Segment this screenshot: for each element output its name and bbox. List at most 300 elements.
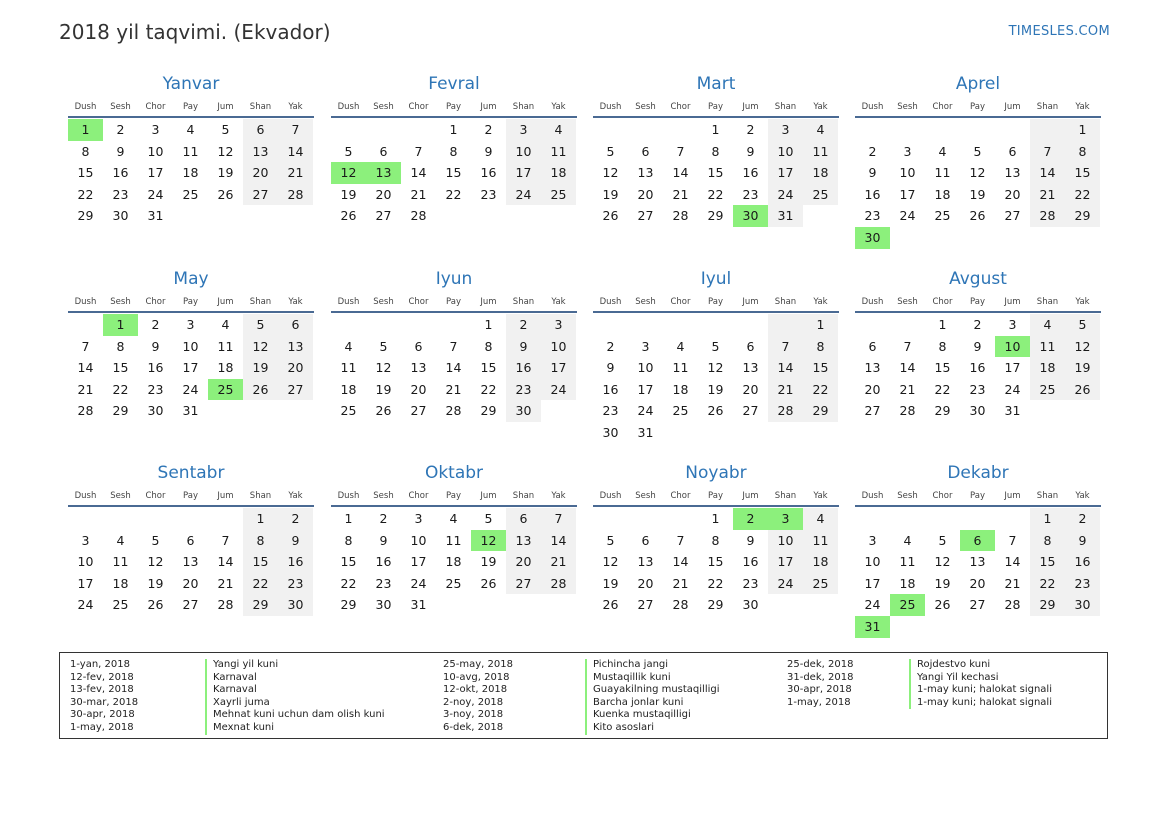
month-oktabr: [331, 459, 577, 616]
day-cell: 16: [864, 186, 881, 202]
day-cell: 11: [112, 554, 129, 570]
day-cell: 23: [506, 379, 541, 401]
legend-date: 30-apr, 2018: [70, 709, 135, 721]
empty-cell: [1030, 119, 1065, 141]
day-cell: 7: [221, 532, 230, 548]
weekday-label: Pay: [970, 491, 985, 501]
day-cell: 31: [768, 205, 803, 227]
month-fevral: [331, 70, 577, 227]
day-cell: 11: [217, 338, 234, 354]
legend-date: 25-may, 2018: [443, 659, 513, 670]
empty-cell: [698, 422, 733, 444]
empty-cell: [628, 314, 663, 336]
day-cell: 15: [803, 357, 838, 379]
empty-cell: [243, 205, 278, 227]
weekday-label: Chor: [670, 491, 691, 501]
weekday-label: Sesh: [110, 297, 131, 307]
day-cell: 4: [541, 119, 576, 141]
empty-cell: [890, 119, 925, 141]
day-cell: 31: [147, 208, 164, 224]
day-cell: 19: [602, 186, 619, 202]
day-cell: 30: [742, 597, 759, 613]
day-cell: 1: [484, 317, 493, 332]
day-cell: 8: [711, 532, 720, 548]
weekday-label: Dush: [599, 491, 622, 501]
day-cell: 23: [375, 575, 392, 591]
day-cell: 18: [541, 162, 576, 184]
weekday-header: [855, 98, 1101, 118]
legend-names-column: [909, 659, 1052, 709]
empty-cell: [401, 314, 436, 336]
weekday-label: Dush: [74, 491, 97, 501]
day-cell: 12: [707, 360, 724, 376]
day-cell: 7: [903, 338, 912, 354]
day-cell: 14: [77, 360, 94, 376]
day-cell: 10: [506, 141, 541, 163]
day-cell: 11: [541, 141, 576, 163]
empty-cell: [698, 314, 733, 336]
day-cell: 4: [903, 532, 912, 548]
legend-holiday-name: Karnaval: [205, 672, 385, 685]
day-cell: 29: [112, 403, 129, 419]
day-cell: 1: [711, 511, 720, 526]
empty-cell: [173, 508, 208, 530]
day-cell: 7: [1008, 532, 1017, 548]
day-cell: 28: [217, 597, 234, 613]
weekday-label: Jum: [1004, 297, 1021, 307]
day-cell: 2: [484, 122, 493, 137]
weekday-label: Pay: [970, 102, 985, 112]
day-cell: 2: [151, 317, 160, 332]
day-cell: 16: [375, 554, 392, 570]
day-cell: 24: [899, 208, 916, 224]
day-cell: 26: [147, 597, 164, 613]
weekday-label: Sesh: [897, 297, 918, 307]
empty-cell: [768, 314, 803, 336]
day-cell: 12: [602, 554, 619, 570]
day-cell: 10: [410, 532, 427, 548]
weekday-label: Pay: [446, 102, 461, 112]
day-cell: 27: [742, 403, 759, 419]
day-cell: 10: [864, 554, 881, 570]
day-cell: 2: [606, 338, 615, 354]
weekday-label: Sesh: [110, 491, 131, 501]
day-cell: 24: [1004, 381, 1021, 397]
day-cell: 6: [414, 338, 423, 354]
weekday-label: Sesh: [373, 491, 394, 501]
empty-cell: [663, 422, 698, 444]
day-cell: 11: [182, 143, 199, 159]
month-mart: [593, 70, 839, 227]
legend-date: 12-fev, 2018: [70, 671, 134, 683]
day-cell: 17: [182, 360, 199, 376]
day-cell: 28: [445, 403, 462, 419]
empty-cell: [1030, 616, 1065, 638]
day-cell: 15: [340, 554, 357, 570]
weekday-label: Dush: [599, 102, 622, 112]
day-cell: 21: [768, 379, 803, 401]
day-cell: 16: [742, 165, 759, 181]
empty-cell: [803, 422, 838, 444]
day-cell: 6: [641, 532, 650, 548]
day-cell: 10: [182, 338, 199, 354]
legend-date: 25-dek, 2018: [787, 659, 854, 670]
day-cell: 19: [375, 381, 392, 397]
day-cell: 12: [934, 554, 951, 570]
day-cell: 7: [414, 143, 423, 159]
day-cell: 18: [217, 360, 234, 376]
weekday-label: Jum: [480, 102, 497, 112]
day-cell: 23: [864, 208, 881, 224]
day-cell: 20: [182, 575, 199, 591]
weekday-label: Shan: [774, 297, 797, 307]
day-cell: 22: [803, 379, 838, 401]
day-cell: 8: [1065, 141, 1100, 163]
empty-cell: [471, 205, 506, 227]
day-cell: 24: [768, 573, 803, 595]
day-cell: 20: [864, 381, 881, 397]
brand-link[interactable]: TIMESLES.COM: [1008, 24, 1110, 39]
day-cell: 25: [340, 403, 357, 419]
day-cell: 4: [676, 338, 685, 354]
legend-holiday-name: Barcha jonlar kuni: [585, 697, 720, 710]
day-cell: 21: [672, 575, 689, 591]
weekday-label: Dush: [861, 491, 884, 501]
day-cell: 29: [340, 597, 357, 613]
day-cell: 17: [768, 162, 803, 184]
day-cell: 6: [278, 314, 313, 336]
empty-cell: [995, 508, 1030, 530]
day-cell: 27: [506, 573, 541, 595]
empty-cell: [663, 508, 698, 530]
days-grid: [68, 314, 314, 422]
empty-cell: [331, 119, 366, 141]
day-cell: 21: [541, 551, 576, 573]
day-cell: 5: [344, 143, 353, 159]
day-cell: 30: [855, 227, 890, 249]
weekday-label: Pay: [446, 491, 461, 501]
day-cell: 5: [243, 314, 278, 336]
day-cell: 5: [973, 143, 982, 159]
month-sentabr: [68, 459, 314, 616]
empty-cell: [925, 227, 960, 249]
month-name: May: [173, 269, 209, 289]
day-cell: 23: [480, 186, 497, 202]
weekday-label: Dush: [337, 102, 360, 112]
day-cell: 26: [969, 208, 986, 224]
day-cell: 4: [1030, 314, 1065, 336]
day-cell: 26: [375, 403, 392, 419]
day-cell: 26: [1065, 379, 1100, 401]
day-cell: 13: [864, 360, 881, 376]
weekday-label: Chor: [932, 102, 953, 112]
day-cell: 7: [449, 338, 458, 354]
legend-date: 12-okt, 2018: [443, 684, 508, 696]
day-cell: 23: [1065, 573, 1100, 595]
weekday-label: Yak: [1075, 297, 1090, 307]
weekday-header: [68, 98, 314, 118]
day-cell: 9: [746, 532, 755, 548]
legend-date: 6-dek, 2018: [443, 721, 504, 733]
day-cell: 12: [969, 165, 986, 181]
day-cell: 8: [484, 338, 493, 354]
day-cell: 26: [707, 403, 724, 419]
weekday-label: Yak: [813, 491, 828, 501]
day-cell: 20: [637, 575, 654, 591]
day-cell: 12: [243, 336, 278, 358]
day-cell: 17: [147, 165, 164, 181]
day-cell: 10: [768, 141, 803, 163]
weekday-label: Pay: [708, 491, 723, 501]
legend-holiday-name: Guayakilning mustaqilligi: [585, 684, 720, 697]
day-cell: 29: [243, 594, 278, 616]
empty-cell: [401, 119, 436, 141]
day-cell: 28: [410, 208, 427, 224]
day-cell: 24: [768, 184, 803, 206]
weekday-label: Jum: [217, 102, 234, 112]
days-grid: [593, 508, 839, 616]
empty-cell: [593, 314, 628, 336]
day-cell: 19: [217, 165, 234, 181]
weekday-header: [593, 293, 839, 313]
legend-dates-column: [787, 659, 853, 709]
legend-dates-column: [70, 659, 138, 735]
day-cell: 28: [672, 597, 689, 613]
legend-names-column: [585, 659, 720, 735]
day-cell: 27: [637, 208, 654, 224]
empty-cell: [855, 508, 890, 530]
day-cell: 18: [803, 162, 838, 184]
empty-cell: [208, 400, 243, 422]
day-cell: 20: [742, 381, 759, 397]
weekday-label: Shan: [512, 297, 535, 307]
day-cell: 20: [506, 551, 541, 573]
day-cell: 5: [379, 338, 388, 354]
day-cell: 22: [707, 186, 724, 202]
empty-cell: [855, 314, 890, 336]
weekday-label: Sesh: [635, 491, 656, 501]
day-cell: 2: [868, 143, 877, 159]
legend-date: 1-may, 2018: [70, 721, 134, 733]
day-cell: 28: [899, 403, 916, 419]
day-cell: 7: [676, 143, 685, 159]
day-cell: 22: [480, 381, 497, 397]
legend-holiday-name: 1-may kuni; halokat signali: [909, 684, 1052, 697]
day-cell: 21: [278, 162, 313, 184]
day-cell: 31: [1004, 403, 1021, 419]
day-cell: 3: [81, 532, 90, 548]
day-cell: 17: [637, 381, 654, 397]
day-cell: 21: [672, 186, 689, 202]
weekday-label: Dush: [74, 102, 97, 112]
weekday-label: Yak: [551, 102, 566, 112]
weekday-header: [855, 487, 1101, 507]
weekday-header: [331, 487, 577, 507]
weekday-label: Pay: [446, 297, 461, 307]
day-cell: 22: [445, 186, 462, 202]
empty-cell: [278, 205, 313, 227]
day-cell: 21: [410, 186, 427, 202]
day-cell: 4: [116, 532, 125, 548]
day-cell: 1: [103, 314, 138, 336]
month-name: Noyabr: [685, 463, 747, 483]
weekday-label: Chor: [932, 491, 953, 501]
day-cell: 5: [1065, 314, 1100, 336]
month-name: Fevral: [428, 74, 480, 94]
day-cell: 24: [637, 403, 654, 419]
day-cell: 13: [1004, 165, 1021, 181]
day-cell: 1: [68, 119, 103, 141]
empty-cell: [925, 508, 960, 530]
weekday-label: Jum: [480, 491, 497, 501]
day-cell: 5: [938, 532, 947, 548]
day-cell: 23: [742, 186, 759, 202]
day-cell: 31: [637, 424, 654, 440]
day-cell: 29: [803, 400, 838, 422]
weekday-label: Sesh: [635, 297, 656, 307]
day-cell: 24: [182, 381, 199, 397]
weekday-label: Jum: [217, 491, 234, 501]
empty-cell: [960, 227, 995, 249]
day-cell: 3: [414, 511, 423, 526]
month-name: Iyul: [700, 269, 732, 289]
weekday-label: Chor: [670, 297, 691, 307]
day-cell: 13: [410, 360, 427, 376]
day-cell: 1: [1030, 508, 1065, 530]
weekday-label: Shan: [1036, 102, 1059, 112]
day-cell: 24: [410, 575, 427, 591]
day-cell: 2: [116, 122, 125, 137]
weekday-label: Dush: [337, 297, 360, 307]
day-cell: 15: [934, 360, 951, 376]
day-cell: 18: [672, 381, 689, 397]
weekday-label: Pay: [183, 297, 198, 307]
day-cell: 5: [711, 338, 720, 354]
empty-cell: [628, 119, 663, 141]
day-cell: 17: [864, 575, 881, 591]
day-cell: 30: [1065, 594, 1100, 616]
day-cell: 12: [471, 530, 506, 552]
day-cell: 28: [1004, 597, 1021, 613]
day-cell: 8: [711, 143, 720, 159]
day-cell: 2: [733, 508, 768, 530]
legend-holiday-name: Pichincha jangi: [585, 659, 720, 672]
day-cell: 12: [147, 554, 164, 570]
day-cell: 1: [803, 314, 838, 336]
empty-cell: [1065, 227, 1100, 249]
day-cell: 16: [969, 360, 986, 376]
empty-cell: [366, 119, 401, 141]
day-cell: 22: [340, 575, 357, 591]
day-cell: 3: [1008, 317, 1017, 332]
day-cell: 10: [899, 165, 916, 181]
legend-holiday-name: Xayrli juma: [205, 697, 385, 710]
day-cell: 18: [112, 575, 129, 591]
weekday-label: Shan: [774, 102, 797, 112]
day-cell: 6: [243, 119, 278, 141]
day-cell: 4: [344, 338, 353, 354]
day-cell: 7: [1030, 141, 1065, 163]
legend-dates-column: [443, 659, 513, 735]
day-cell: 20: [1004, 186, 1021, 202]
day-cell: 31: [410, 597, 427, 613]
day-cell: 29: [480, 403, 497, 419]
empty-cell: [541, 205, 576, 227]
day-cell: 28: [1030, 205, 1065, 227]
month-name: Aprel: [955, 74, 1001, 94]
day-cell: 3: [768, 508, 803, 530]
legend-date: 2-noy, 2018: [443, 696, 504, 708]
weekday-label: Chor: [408, 491, 429, 501]
day-cell: 25: [208, 379, 243, 401]
day-cell: 21: [1004, 575, 1021, 591]
weekday-label: Jum: [1004, 102, 1021, 112]
weekday-label: Pay: [183, 102, 198, 112]
day-cell: 15: [445, 165, 462, 181]
empty-cell: [331, 314, 366, 336]
legend-names-column: [205, 659, 385, 735]
day-cell: 16: [112, 165, 129, 181]
day-cell: 3: [868, 532, 877, 548]
day-cell: 21: [1030, 184, 1065, 206]
day-cell: 14: [541, 530, 576, 552]
day-cell: 13: [278, 336, 313, 358]
legend-date: 10-avg, 2018: [443, 671, 510, 683]
weekday-label: Jum: [480, 297, 497, 307]
weekday-label: Chor: [145, 102, 166, 112]
empty-cell: [436, 314, 471, 336]
weekday-label: Chor: [145, 491, 166, 501]
day-cell: 19: [1065, 357, 1100, 379]
day-cell: 15: [480, 360, 497, 376]
holiday-legend: [59, 652, 1108, 739]
day-cell: 18: [182, 165, 199, 181]
day-cell: 18: [803, 551, 838, 573]
day-cell: 24: [77, 597, 94, 613]
weekday-label: Yak: [288, 297, 303, 307]
day-cell: 15: [112, 360, 129, 376]
month-name: Mart: [696, 74, 736, 94]
weekday-header: [331, 293, 577, 313]
day-cell: 27: [278, 379, 313, 401]
weekday-label: Shan: [774, 491, 797, 501]
days-grid: [68, 119, 314, 227]
day-cell: 20: [410, 381, 427, 397]
day-cell: 11: [899, 554, 916, 570]
day-cell: 15: [1065, 162, 1100, 184]
day-cell: 7: [541, 508, 576, 530]
weekday-header: [855, 293, 1101, 313]
day-cell: 24: [541, 379, 576, 401]
day-cell: 3: [506, 119, 541, 141]
empty-cell: [995, 616, 1030, 638]
day-cell: 23: [278, 573, 313, 595]
day-cell: 7: [768, 336, 803, 358]
day-cell: 13: [742, 360, 759, 376]
weekday-label: Yak: [551, 297, 566, 307]
day-cell: 25: [1030, 379, 1065, 401]
weekday-label: Pay: [183, 491, 198, 501]
days-grid: [855, 314, 1101, 422]
day-cell: 14: [768, 357, 803, 379]
day-cell: 29: [77, 208, 94, 224]
weekday-label: Shan: [512, 102, 535, 112]
empty-cell: [541, 594, 576, 616]
weekday-label: Dush: [74, 297, 97, 307]
weekday-label: Chor: [408, 297, 429, 307]
day-cell: 25: [934, 208, 951, 224]
legend-date: 31-dek, 2018: [787, 671, 854, 683]
